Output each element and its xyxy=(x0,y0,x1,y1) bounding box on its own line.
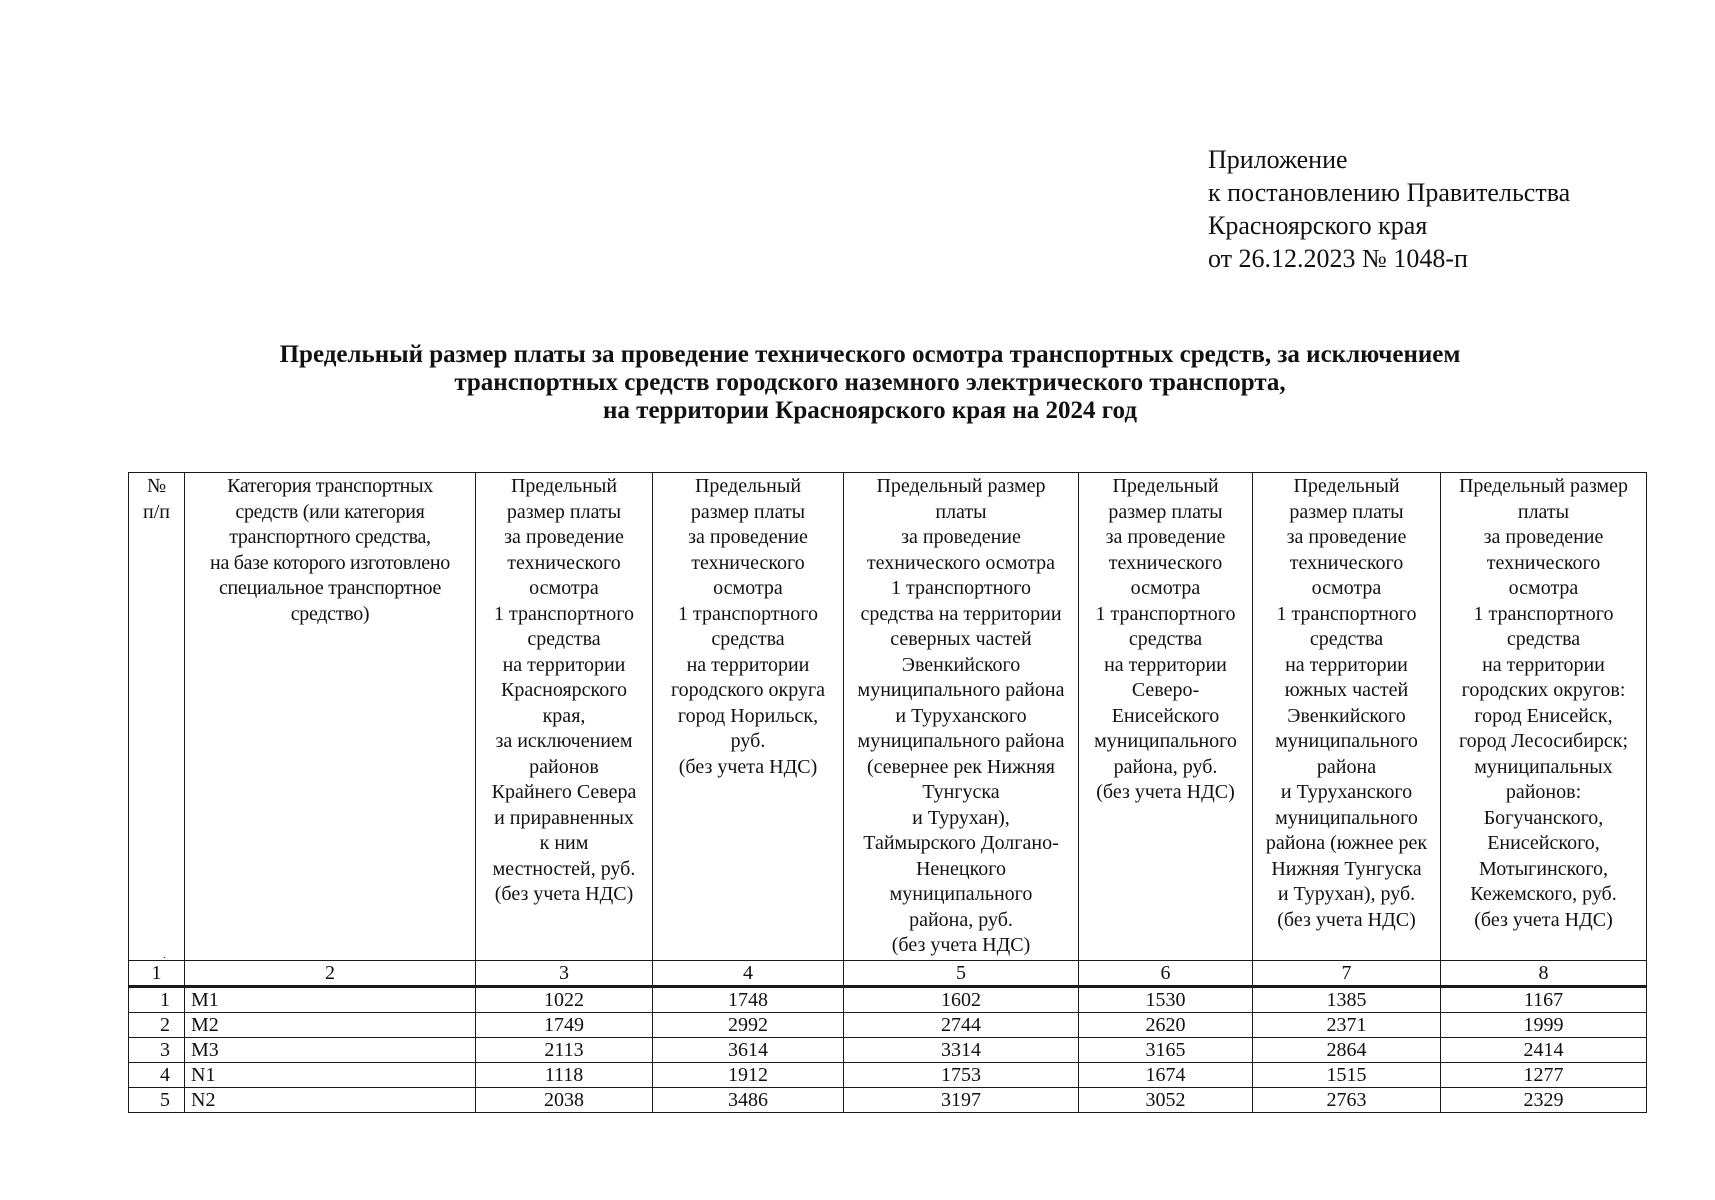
header-text-line: осмотра xyxy=(529,577,599,599)
category-cell: N2 xyxy=(185,1088,476,1113)
appendix-line: к постановлению Правительства xyxy=(1208,178,1571,207)
header-text-line: осмотра xyxy=(713,577,783,599)
header-text-line: осмотра xyxy=(1130,577,1201,599)
header-text-line: на территории xyxy=(502,653,626,676)
fee-value-cell: 2620 xyxy=(1079,1013,1253,1038)
fee-value-cell: 1022 xyxy=(476,987,653,1013)
fee-value-cell: 3614 xyxy=(653,1038,844,1063)
fee-value-cell: 1999 xyxy=(1441,1013,1647,1038)
column-number-cell: 7 xyxy=(1253,961,1441,987)
fee-value-cell: 3314 xyxy=(844,1038,1079,1063)
header-text-line: и Турухан), xyxy=(912,806,1010,829)
table-row xyxy=(129,1063,1647,1088)
header-text-line: п/п xyxy=(143,500,170,523)
header-text-line: за проведение xyxy=(688,526,808,548)
header-text-line: размер платы xyxy=(1108,500,1223,523)
header-text-line: и приравненных xyxy=(494,806,634,829)
column-number-cell: 5 xyxy=(844,961,1079,987)
header-text-line: муниципального района xyxy=(857,679,1065,701)
header-text-line: средства xyxy=(1506,628,1581,650)
header-text-line: Предельный xyxy=(1293,475,1400,497)
header-text-line: и Турухан), руб. xyxy=(1277,883,1416,905)
header-text-line: Категория транспортных xyxy=(227,475,433,497)
fee-value-cell: 1118 xyxy=(476,1063,653,1088)
header-number xyxy=(129,473,185,961)
column-number-cell: 4 xyxy=(653,961,844,987)
fee-value-cell: 2864 xyxy=(1253,1038,1441,1063)
scan-speck: · xyxy=(163,953,167,964)
fee-value-cell: 1385 xyxy=(1253,987,1441,1013)
header-text-line: средства на территории xyxy=(860,602,1062,625)
header-col-8 xyxy=(1441,473,1647,961)
fee-value-cell: 2763 xyxy=(1253,1088,1441,1113)
header-text-line: муниципальных xyxy=(1474,755,1613,778)
fee-value-cell: 1748 xyxy=(653,987,844,1013)
header-text-line: транспортного средства, xyxy=(229,526,431,548)
header-text-line: № xyxy=(146,475,167,497)
fee-value-cell: 3052 xyxy=(1079,1088,1253,1113)
header-text-line: средств (или категория xyxy=(235,500,425,523)
fee-value-cell: 2744 xyxy=(844,1013,1079,1038)
column-number-cell: 8 xyxy=(1441,961,1647,987)
fee-value-cell: 2371 xyxy=(1253,1013,1441,1038)
column-number-cell: 6 xyxy=(1079,961,1253,987)
header-text-line: руб. xyxy=(730,730,766,752)
fee-value-cell: 1515 xyxy=(1253,1063,1441,1088)
header-text-line: на территории xyxy=(1482,653,1605,676)
fee-value-cell: 1602 xyxy=(844,987,1079,1013)
fee-value-cell: 1674 xyxy=(1079,1063,1253,1088)
fee-value-cell: 2329 xyxy=(1441,1088,1647,1113)
header-col-7 xyxy=(1253,473,1441,961)
header-text-line: муниципального xyxy=(1094,730,1237,752)
row-number-cell: 2 xyxy=(129,1013,185,1038)
title-line: транспортных средств городского наземного электрического транспорта, xyxy=(454,369,1286,396)
header-text-line: Предельный размер xyxy=(1458,475,1629,497)
column-number-cell: 2 xyxy=(185,961,476,987)
column-number-cell: 1 xyxy=(129,961,185,987)
header-text-line: платы xyxy=(935,500,987,523)
header-text-line: средства xyxy=(1128,628,1203,650)
header-text-line: (без учета НДС) xyxy=(891,934,1031,956)
header-text-line: районов: xyxy=(1505,781,1582,803)
header-text-line: местностей, руб. xyxy=(492,857,636,880)
header-text-line: 1 транспортного xyxy=(1473,602,1614,625)
category-cell: M2 xyxy=(185,1013,476,1038)
table-row xyxy=(129,1038,1647,1063)
fee-value-cell: 1277 xyxy=(1441,1063,1647,1088)
category-cell: M3 xyxy=(185,1038,476,1063)
header-text-line: город Енисейск, xyxy=(1474,704,1613,727)
header-text-line: районов xyxy=(529,755,599,778)
header-text-line: и Туруханского xyxy=(1280,781,1413,803)
header-text-line: Кежемского, руб. xyxy=(1470,883,1617,905)
header-text-line: размер платы xyxy=(506,500,622,523)
header-text-line: городских округов: xyxy=(1461,679,1626,701)
header-text-line: технического xyxy=(691,551,805,574)
tariff-table xyxy=(128,472,1647,1113)
fee-value-cell: 3486 xyxy=(653,1088,844,1113)
header-text-line: (без учета НДС) xyxy=(1277,908,1416,931)
header-text-line: за проведение xyxy=(901,526,1021,548)
fee-value-cell: 1912 xyxy=(653,1063,844,1088)
header-text-line: за исключением xyxy=(495,730,633,752)
row-number-cell: 3 xyxy=(129,1038,185,1063)
header-text-line: муниципального xyxy=(889,883,1033,905)
header-category xyxy=(185,473,476,961)
header-text-line: муниципального xyxy=(1275,806,1418,829)
header-text-line: за проведение xyxy=(1105,526,1226,548)
header-text-line: городского округа xyxy=(670,679,826,701)
header-text-line: Эвенкийского xyxy=(901,653,1021,676)
table-body xyxy=(129,987,1647,1113)
header-row xyxy=(129,473,1647,961)
title-line: на территории Красноярского края на 2024 год xyxy=(603,397,1137,424)
fee-value-cell: 1167 xyxy=(1441,987,1647,1013)
appendix-line: Красноярского края xyxy=(1208,211,1428,240)
header-text-line: за проведение xyxy=(1286,526,1407,548)
header-col-3 xyxy=(476,473,653,961)
header-text-line: к ним xyxy=(539,832,589,854)
category-cell: M1 xyxy=(185,987,476,1013)
header-text-line: город Норильск, xyxy=(677,704,819,727)
header-text-line: осмотра xyxy=(1508,577,1579,599)
header-text-line: Мотыгинского, xyxy=(1478,857,1609,880)
header-text-line: 1 транспортного xyxy=(493,602,635,625)
header-text-line: района xyxy=(1316,755,1377,778)
header-col-4 xyxy=(653,473,844,961)
header-text-line: района, руб. xyxy=(909,908,1013,931)
category-cell: N1 xyxy=(185,1063,476,1088)
header-text-line: 1 транспортного xyxy=(677,602,819,625)
header-text-line: Крайнего Севера xyxy=(491,781,637,803)
header-text-line: (без учета НДС) xyxy=(1474,908,1613,931)
appendix-line: от 26.12.2023 № 1048-п xyxy=(1208,244,1468,273)
header-text-line: Богучанского, xyxy=(1483,806,1604,829)
header-text-line: 1 транспортного xyxy=(890,577,1032,599)
header-text-line: Предельный xyxy=(1112,475,1219,497)
fee-value-cell: 1753 xyxy=(844,1063,1079,1088)
header-text-line: Красноярского xyxy=(501,679,627,701)
row-number-cell: 4 xyxy=(129,1063,185,1088)
table-row xyxy=(129,1088,1647,1113)
header-text-line: Енисейского xyxy=(1111,704,1220,727)
header-text-line: за проведение xyxy=(1483,526,1604,548)
header-text-line: муниципального xyxy=(1275,730,1418,752)
header-text-line: муниципального района xyxy=(857,730,1065,752)
header-col-6 xyxy=(1079,473,1253,961)
column-number-cell: 3 xyxy=(476,961,653,987)
header-text-line: Енисейского, xyxy=(1487,832,1600,854)
header-text-line: технического xyxy=(1289,551,1404,574)
header-text-line: Тунгуска xyxy=(922,781,1000,803)
header-text-line: размер платы xyxy=(1289,500,1404,523)
header-text-line: Предельный размер xyxy=(876,475,1046,497)
header-text-line: средства xyxy=(1309,628,1384,650)
fee-value-cell: 2414 xyxy=(1441,1038,1647,1063)
header-text-line: (без учета НДС) xyxy=(1096,781,1235,803)
header-text-line: южных частей xyxy=(1284,679,1409,701)
fee-value-cell: 3197 xyxy=(844,1088,1079,1113)
header-text-line: (без учета НДС) xyxy=(678,755,818,778)
column-number-row xyxy=(129,961,1647,987)
document-title xyxy=(140,341,1600,425)
title-line: Предельный размер платы за проведение технического осмотра транспортных средств, за исключением xyxy=(279,341,1461,368)
header-text-line: Нижняя Тунгуска xyxy=(1271,857,1422,880)
header-text-line: северных частей xyxy=(890,628,1032,650)
header-text-line: средства xyxy=(527,628,601,650)
header-text-line: 1 транспортного xyxy=(1276,602,1417,625)
header-text-line: на территории xyxy=(1285,653,1408,676)
fee-value-cell: 2038 xyxy=(476,1088,653,1113)
table-row xyxy=(129,987,1647,1013)
fee-value-cell: 3165 xyxy=(1079,1038,1253,1063)
header-text-line: и Туруханского xyxy=(895,704,1027,727)
header-text-line: средства xyxy=(711,628,785,650)
header-text-line: на базе которого изготовлено xyxy=(210,551,450,574)
header-text-line: средство) xyxy=(290,602,370,625)
header-text-line: технического xyxy=(1108,551,1223,574)
header-text-line: специальное транспортное xyxy=(218,577,442,599)
fee-value-cell: 2992 xyxy=(653,1013,844,1038)
fee-value-cell: 1530 xyxy=(1079,987,1253,1013)
header-text-line: за проведение xyxy=(504,526,624,548)
fee-value-cell: 1749 xyxy=(476,1013,653,1038)
header-text-line: технического xyxy=(1486,551,1601,574)
header-text-line: 1 транспортного xyxy=(1095,602,1236,625)
header-text-line: Предельный xyxy=(510,475,618,497)
header-text-line: района, руб. xyxy=(1113,755,1218,778)
header-text-line: Предельный xyxy=(694,475,802,497)
header-text-line: района (южнее рек xyxy=(1265,832,1428,854)
header-text-line: Эвенкийского xyxy=(1287,704,1406,727)
header-text-line: город Лесосибирск; xyxy=(1458,730,1629,752)
row-number-cell: 5 xyxy=(129,1088,185,1113)
header-text-line: (севернее рек Нижняя xyxy=(867,755,1055,778)
header-col-5 xyxy=(844,473,1079,961)
header-text-line: на территории xyxy=(686,653,810,676)
header-text-line: технического осмотра xyxy=(866,551,1056,574)
header-text-line: края, xyxy=(542,704,586,727)
header-text-line: на территории xyxy=(1104,653,1227,676)
header-text-line: Ненецкого xyxy=(915,857,1006,880)
header-text-line: размер платы xyxy=(690,500,806,523)
header-text-line: (без учета НДС) xyxy=(494,883,634,905)
header-text-line: платы xyxy=(1517,500,1570,523)
appendix-block xyxy=(1208,143,1570,275)
fee-value-cell: 2113 xyxy=(476,1038,653,1063)
appendix-line: Приложение xyxy=(1208,145,1348,174)
header-text-line: Северо- xyxy=(1131,679,1200,701)
header-text-line: осмотра xyxy=(1311,577,1382,599)
header-text-line: Таймырского Долгано- xyxy=(863,832,1059,854)
row-number-cell: 1 xyxy=(129,987,185,1013)
header-text-line: технического xyxy=(507,551,621,574)
table-row xyxy=(129,1013,1647,1038)
